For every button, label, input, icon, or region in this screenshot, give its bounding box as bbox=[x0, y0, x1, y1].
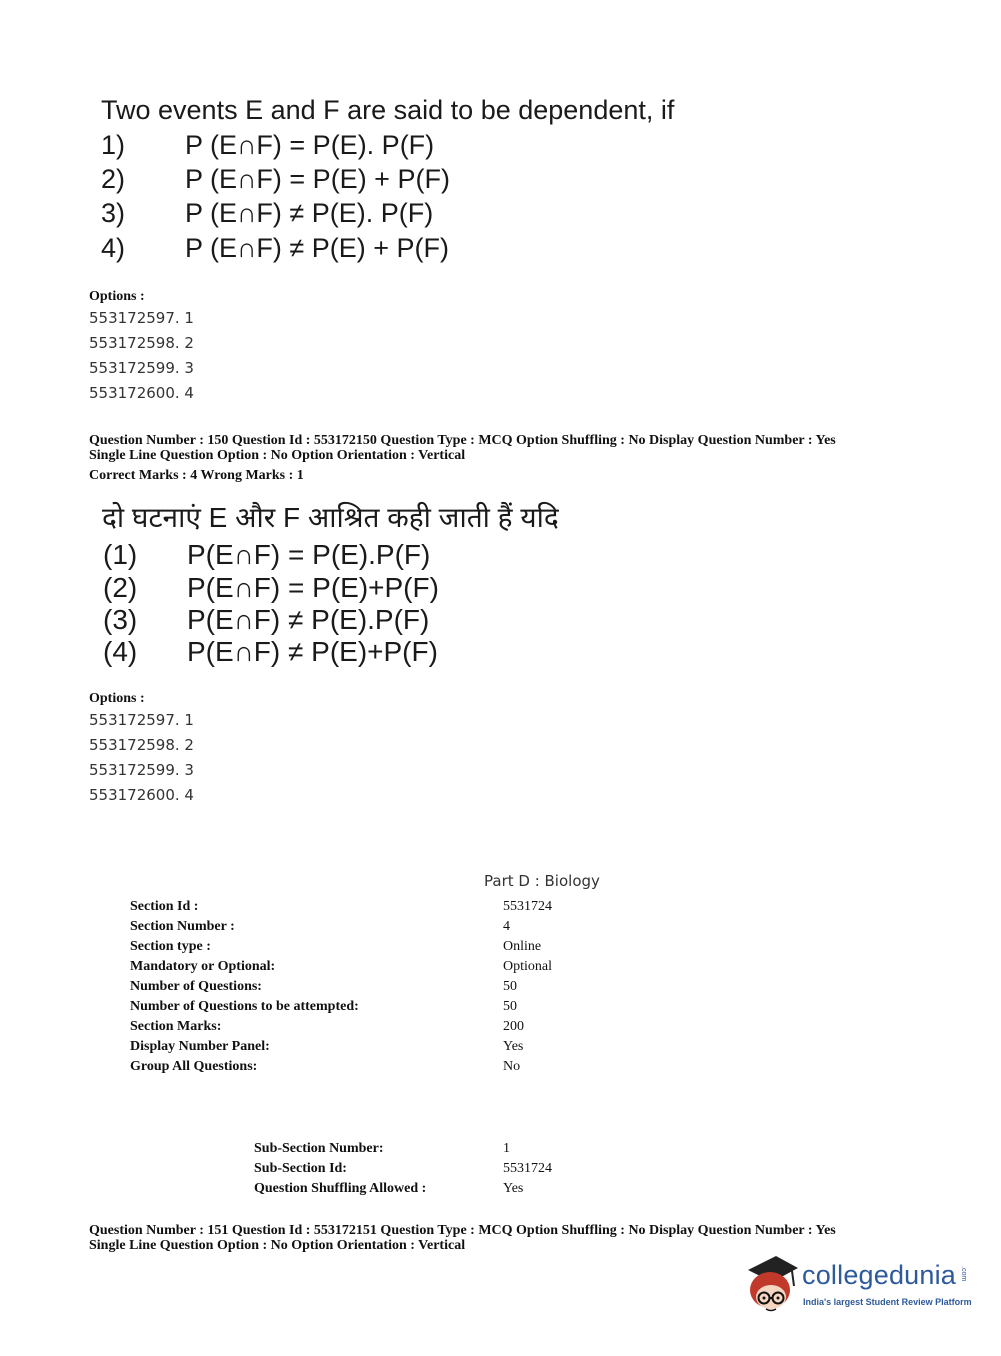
question-meta-line: Single Line Question Option : No Option Orientation : Vertical bbox=[89, 448, 466, 463]
option-item: 553172600. 4 bbox=[89, 384, 194, 402]
question-meta-line: Question Number : 150 Question Id : 553172150 Question Type : MCQ Option Shuffling : No Display Question Number : Yes bbox=[89, 433, 836, 448]
marks-line: Correct Marks : 4 Wrong Marks : 1 bbox=[89, 468, 304, 483]
options-label: Options : bbox=[89, 289, 145, 304]
option-item: 553172600. 4 bbox=[89, 786, 194, 804]
question-meta bbox=[89, 433, 909, 483]
question-hi-option-2: (2) P(E∩F) = P(E)+P(F) bbox=[103, 572, 439, 603]
section-row: Number of Questions to be attempted: 50 bbox=[130, 999, 517, 1014]
subsection-row: Sub-Section Number: 1 bbox=[254, 1141, 510, 1156]
options-list bbox=[89, 306, 194, 406]
logo-suffix: .com bbox=[960, 1266, 967, 1282]
option-item: 553172599. 3 bbox=[89, 359, 194, 377]
subsection-row: Question Shuffling Allowed : Yes bbox=[254, 1181, 524, 1196]
section-row: Display Number Panel: Yes bbox=[130, 1039, 524, 1054]
section-row: Mandatory or Optional: Optional bbox=[130, 959, 552, 974]
section-row: Section Id : 5531724 bbox=[130, 899, 552, 914]
question-hi-option-4: (4) P(E∩F) ≠ P(E)+P(F) bbox=[103, 636, 438, 667]
option-item: 553172598. 2 bbox=[89, 334, 194, 352]
logo-tagline: India's largest Student Review Platform bbox=[803, 1297, 972, 1307]
options-list bbox=[89, 708, 194, 808]
question-en-title: Two events E and F are said to be dependent, if bbox=[101, 95, 675, 125]
section-row: Number of Questions: 50 bbox=[130, 979, 517, 994]
question-en-option-3: 3) P (E∩F) ≠ P(E). P(F) bbox=[101, 198, 434, 228]
mascot-icon bbox=[742, 1252, 800, 1318]
question-en-option-2: 2) P (E∩F) = P(E) + P(F) bbox=[101, 164, 450, 194]
option-item: 553172599. 3 bbox=[89, 761, 194, 779]
question-meta-line: Question Number : 151 Question Id : 553172151 Question Type : MCQ Option Shuffling : No Display Question Number : Yes bbox=[89, 1223, 836, 1238]
section-row: Section Marks: 200 bbox=[130, 1019, 524, 1034]
collegedunia-logo[interactable] bbox=[742, 1252, 972, 1318]
section-row: Section type : Online bbox=[130, 939, 542, 954]
question-hi-option-3: (3) P(E∩F) ≠ P(E).P(F) bbox=[103, 604, 430, 635]
section-info-table bbox=[0, 897, 1001, 1077]
option-item: 553172597. 1 bbox=[89, 309, 194, 327]
question-hi-title: दो घटनाएं E और F आश्रित कही जाती हैं यदि bbox=[102, 502, 559, 533]
question-en-option-1: 1) P (E∩F) = P(E). P(F) bbox=[101, 130, 435, 160]
subsection-row: Sub-Section Id: 5531724 bbox=[254, 1161, 552, 1176]
question-meta bbox=[89, 1223, 909, 1253]
option-item: 553172598. 2 bbox=[89, 736, 194, 754]
options-label: Options : bbox=[89, 691, 145, 706]
section-row: Group All Questions: No bbox=[130, 1059, 521, 1074]
option-item: 553172597. 1 bbox=[89, 711, 194, 729]
section-row: Section Number : 4 bbox=[130, 919, 510, 934]
logo-wordmark: collegedunia bbox=[802, 1260, 957, 1290]
question-hi-option-1: (1) P(E∩F) = P(E).P(F) bbox=[103, 539, 431, 570]
question-meta-line: Single Line Question Option : No Option Orientation : Vertical bbox=[89, 1238, 466, 1253]
question-en-option-4: 4) P (E∩F) ≠ P(E) + P(F) bbox=[101, 233, 449, 263]
section-title: Part D : Biology bbox=[484, 872, 600, 890]
subsection-info-table bbox=[0, 1139, 1001, 1199]
